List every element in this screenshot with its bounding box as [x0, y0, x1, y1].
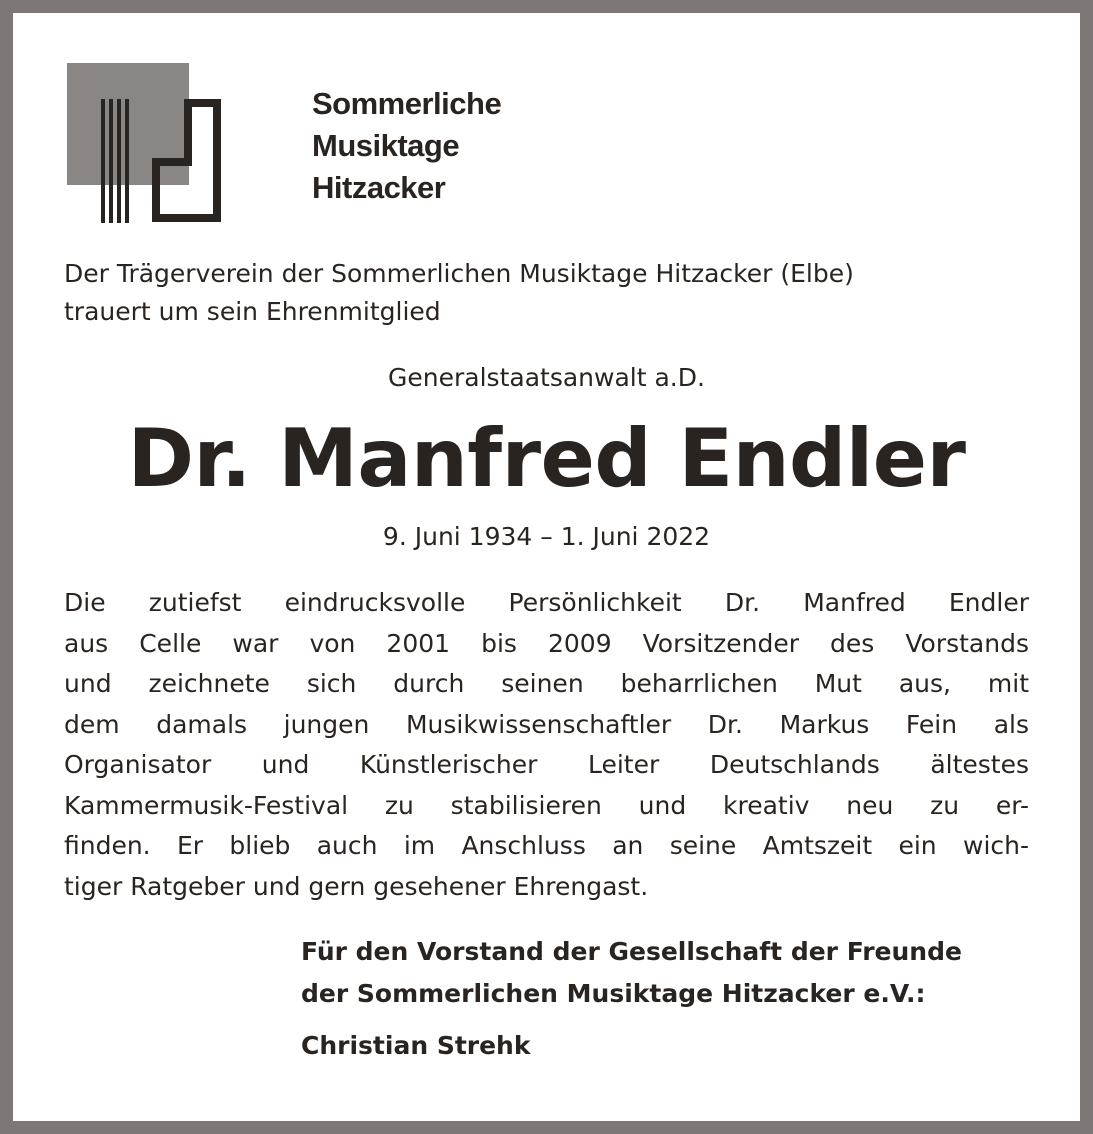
tribute-line-2: aus Celle war von 2001 bis 2009 Vorsitzender des Vorstands: [64, 628, 1029, 658]
tribute-line-4: dem damals jungen Musikwissenschaftler Dr. Markus Fein als: [64, 709, 1029, 739]
tribute-line-5: Organisator und Künstlerischer Leiter Deutschlands ältestes: [64, 750, 1029, 779]
signature-org-line-1: Für den Vorstand der Gesellschaft der Freunde: [301, 937, 962, 966]
tribute-line-3: und zeichnete sich durch seinen beharrlichen Mut aus, mit: [64, 669, 1029, 698]
tribute-text: [64, 583, 1029, 907]
signer-name: Christian Strehk: [301, 1031, 531, 1060]
festival-logo-mark: [67, 63, 227, 228]
deceased-dates: 9. Juni 1934 – 1. Juni 2022: [382, 522, 711, 551]
tribute-line-7: finden. Er blieb auch im Anschluss an seine Amtszeit ein wich-: [64, 831, 1029, 860]
deceased-rank: Generalstaatsanwalt a.D.: [388, 363, 705, 392]
obituary-notice: [13, 13, 1080, 1121]
tribute-line-8: tiger Ratgeber und gern gesehener Ehrengast.: [64, 871, 649, 901]
tribute-line-1: Die zutiefst eindrucksvolle Persönlichkeit Dr. Manfred Endler: [64, 588, 1029, 617]
signature-org-line-2: der Sommerlichen Musiktage Hitzacker e.V.:: [301, 979, 926, 1008]
tribute-line-6: Kammermusik-Festival zu stabilisieren und kreativ neu zu er-: [64, 790, 1029, 820]
signature-block: [301, 931, 1031, 1067]
intro-line-2: trauert um sein Ehrenmitglied: [64, 297, 441, 326]
logo-line-1: Sommerliche: [312, 86, 502, 121]
logo-line-2: Musiktage: [312, 128, 460, 163]
festival-logo: [67, 63, 502, 228]
intro-text: [64, 255, 1044, 331]
festival-logo-text: [312, 83, 501, 209]
deceased-name: Dr. Manfred Endler: [127, 412, 966, 505]
intro-line-1: Der Trägerverein der Sommerlichen Musiktage Hitzacker (Elbe): [64, 259, 854, 288]
logo-line-3: Hitzacker: [312, 170, 446, 205]
